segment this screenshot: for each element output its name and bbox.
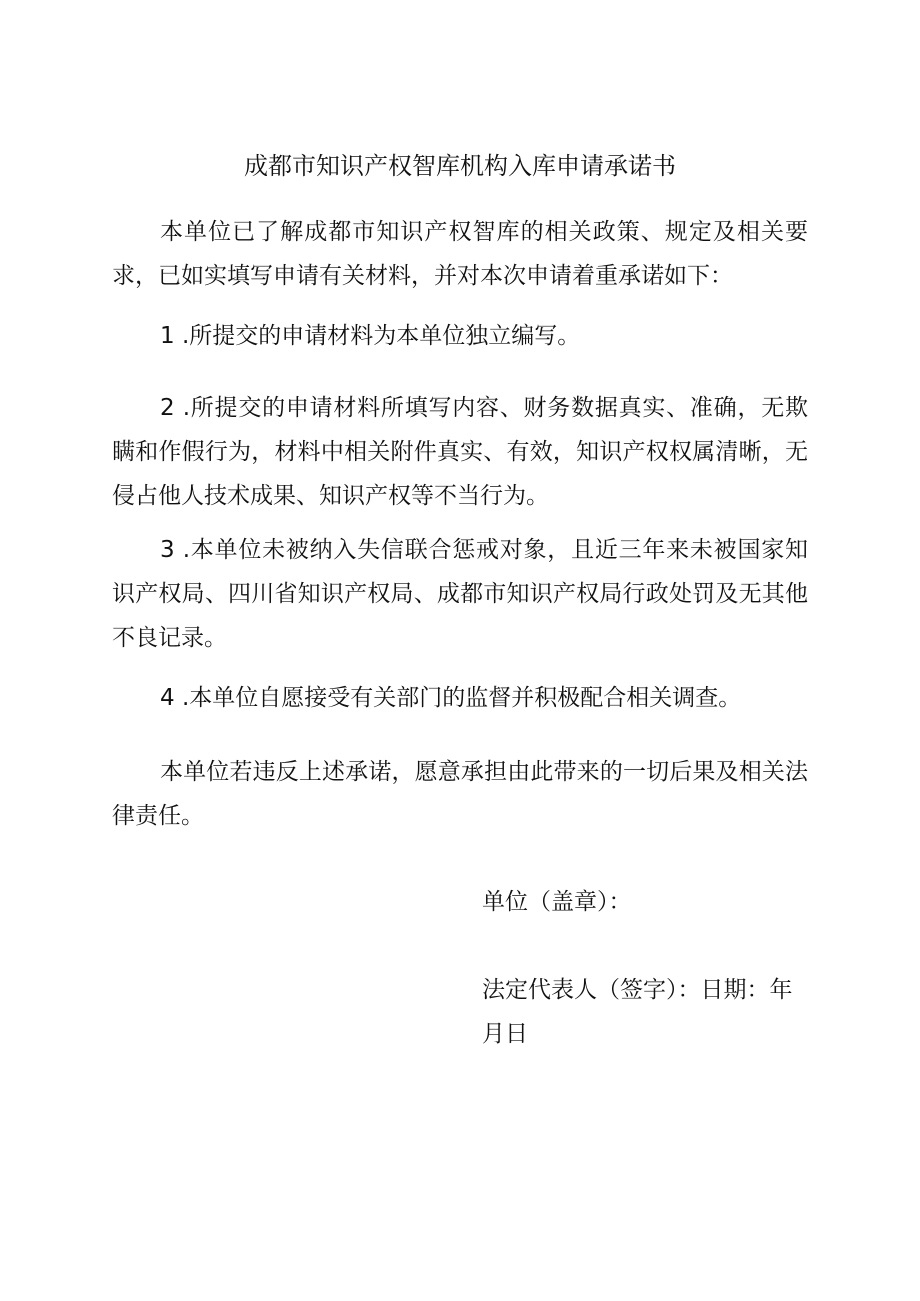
seal-field-label: 单位（盖章）： xyxy=(482,889,632,915)
commitment-item-4: 4 .本单位自愿接受有关部门的监督并积极配合相关调查。 xyxy=(160,685,742,711)
intro-paragraph: 本单位已了解成都市知识产权智库的相关政策、规定及相关要求，已如实填写申请有关材料，并对本次申请着重承诺如下： xyxy=(112,219,808,289)
commitment-item-1: 1 .所提交的申请材料为本单位独立编写。 xyxy=(160,323,581,349)
commitment-item-3: 3 .本单位未被纳入失信联合惩戒对象，且近三年来未被国家知识产权局、四川省知识产权局、成都市知识产权局行政处罚及无其他不良记录。 xyxy=(112,537,808,651)
closing-paragraph: 本单位若违反上述承诺，愿意承担由此带来的一切后果及相关法律责任。 xyxy=(112,759,808,829)
document-title: 成都市知识产权智库机构入库申请承诺书 xyxy=(244,152,676,180)
commitment-item-2: 2 .所提交的申请材料所填写内容、财务数据真实、准确，无欺瞒和作假行为，材料中相关附件真实、有效，知识产权权属清晰，无侵占他人技术成果、知识产权等不当行为。 xyxy=(112,395,808,509)
representative-signature-label: 法定代表人（签字）：日期：年月日 xyxy=(482,977,793,1047)
